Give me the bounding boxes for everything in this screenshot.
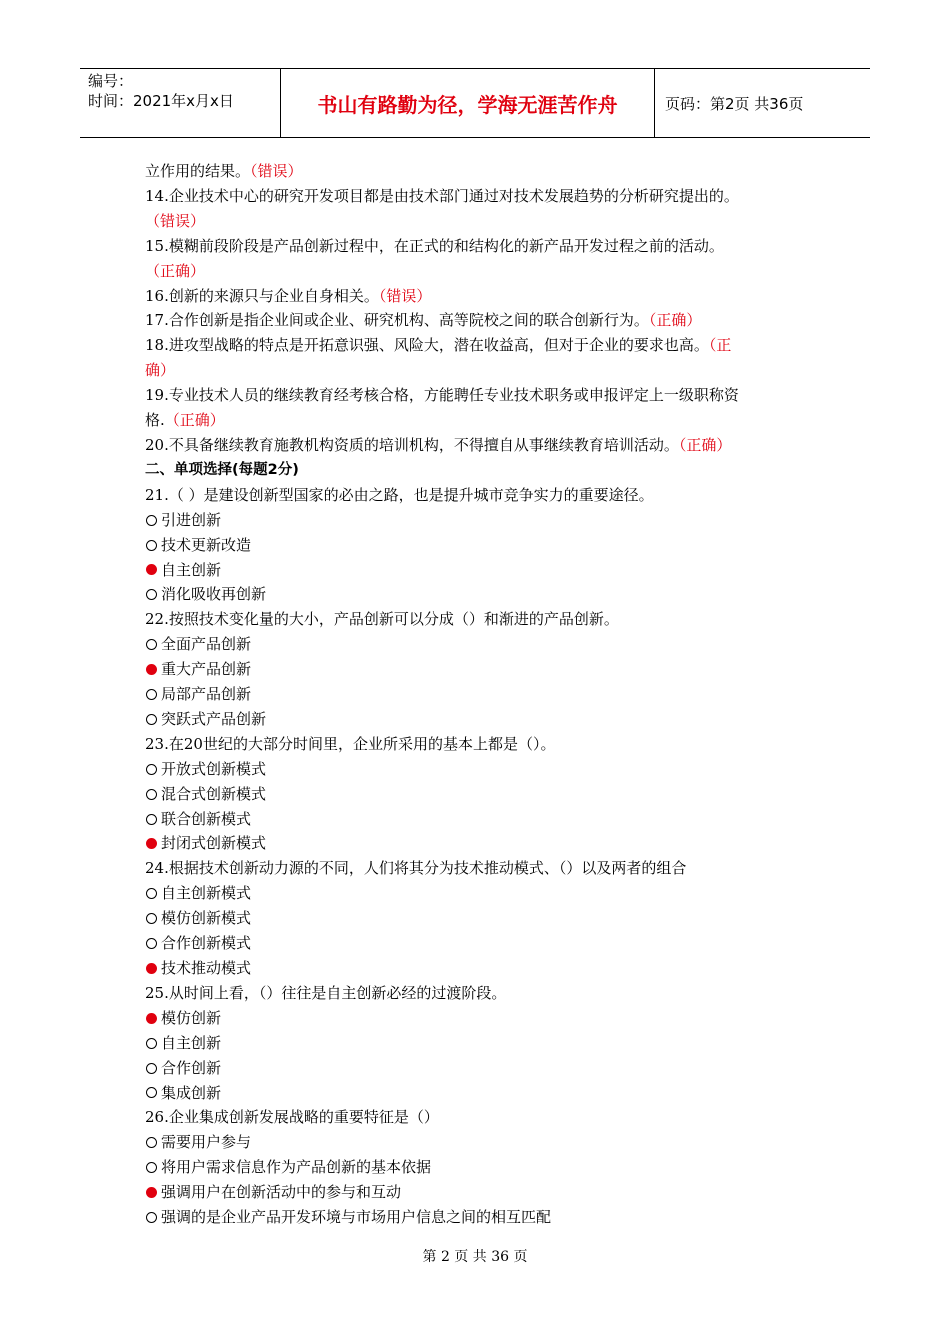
header-motto: 书山有路勤为径，学海无涯苦作舟 [280, 69, 655, 137]
answer-option[interactable] [145, 782, 813, 807]
statement-text: 15.模糊前段阶段是产品创新过程中，在正式的和结构化的新产品开发过程之前的活动。 [145, 236, 724, 255]
statement-line [145, 433, 813, 458]
option-label: 重大产品创新 [161, 660, 252, 679]
selected-radio-icon[interactable] [146, 1013, 157, 1024]
statement-text: 16.创新的来源只与企业自身相关。 [145, 286, 379, 305]
answer-option[interactable] [145, 1056, 813, 1081]
answer-mark: （错误） [250, 162, 303, 180]
statement-text: 19.专业技术人员的继续教育经考核合格，方能聘任专业技术职务或申报评定上一级职称资 [145, 386, 739, 405]
answer-mark: （正 [708, 336, 732, 355]
answer-option[interactable] [145, 831, 813, 856]
option-label: 自主创新 [161, 1033, 222, 1052]
answer-option[interactable] [145, 632, 813, 657]
option-label: 联合创新模式 [161, 809, 252, 828]
page-header [80, 68, 870, 138]
statement-text: 20.不具备继续教育施教机构资质的培训机构，不得擅自从事继续教育培训活动。 [145, 435, 679, 454]
statement-line [145, 333, 813, 358]
answer-option[interactable] [145, 682, 813, 707]
option-label: 全面产品创新 [161, 635, 252, 654]
answer-option[interactable] [145, 1006, 813, 1031]
statement-line [145, 308, 813, 333]
radio-icon[interactable] [146, 714, 157, 725]
answer-mark: （正确） [164, 411, 225, 430]
radio-icon[interactable] [146, 1137, 157, 1148]
answer-option[interactable] [145, 1031, 813, 1056]
option-label: 将用户需求信息作为产品创新的基本依据 [161, 1158, 432, 1177]
option-label: 需要用户参与 [161, 1133, 252, 1152]
radio-icon[interactable] [146, 540, 157, 551]
statement-line [145, 284, 813, 309]
radio-icon[interactable] [146, 1087, 157, 1098]
answer-option[interactable] [145, 757, 813, 782]
radio-icon[interactable] [146, 689, 157, 700]
answer-option[interactable] [145, 956, 813, 981]
statement-line [145, 358, 813, 383]
option-label: 封闭式创新模式 [161, 834, 267, 853]
option-label: 技术推动模式 [161, 959, 252, 977]
statement-text: 18.进攻型战略的特点是开拓意识强、风险大，潜在收益高，但对于企业的要求也高。 [145, 336, 709, 355]
doc-number-label: 编号： [88, 72, 134, 90]
statement-line [145, 383, 813, 408]
answer-mark: （正确） [648, 311, 702, 330]
radio-icon[interactable] [146, 589, 157, 600]
answer-option[interactable] [145, 657, 813, 682]
answer-option[interactable] [145, 558, 813, 583]
option-label: 消化吸收再创新 [161, 585, 267, 604]
header-meta [80, 69, 280, 137]
question-text: 23.在20世纪的大部分时间里，企业所采用的基本上都是（）。 [145, 734, 556, 753]
answer-option[interactable] [145, 1081, 813, 1106]
statement-text: 14.企业技术中心的研究开发项目都是由技术部门通过对技术发展趋势的分析研究提出的。 [145, 186, 739, 205]
question-text: 22.按照技术变化量的大小，产品创新可以分成（）和渐进的产品创新。 [145, 610, 619, 629]
radio-icon[interactable] [146, 814, 157, 825]
statement-text: 立作用的结果。 [145, 162, 251, 180]
answer-option[interactable] [145, 533, 813, 558]
answer-option[interactable] [145, 707, 813, 732]
answer-option[interactable] [145, 1130, 813, 1155]
answer-option[interactable] [145, 582, 813, 607]
question-text: 21.（ ）是建设创新型国家的必由之路，也是提升城市竞争实力的重要途径。 [145, 485, 654, 504]
option-label: 自主创新模式 [161, 884, 252, 903]
radio-icon[interactable] [146, 1063, 157, 1074]
option-label: 合作创新模式 [161, 934, 252, 953]
statement-text: 格. [145, 411, 165, 430]
option-label: 技术更新改造 [161, 535, 252, 554]
answer-option[interactable] [145, 881, 813, 906]
option-label: 突跃式产品创新 [161, 709, 267, 728]
option-label: 合作创新 [161, 1058, 222, 1077]
option-label: 开放式创新模式 [161, 759, 267, 778]
answer-option[interactable] [145, 1180, 813, 1205]
selected-radio-icon[interactable] [146, 963, 157, 974]
option-label: 模仿创新 [161, 1008, 222, 1027]
option-label: 强调的是企业产品开发环境与市场用户信息之间的相互匹配 [161, 1208, 552, 1227]
option-label: 集成创新 [161, 1083, 222, 1102]
statement-line [145, 209, 813, 234]
answer-option[interactable] [145, 1155, 813, 1180]
question-text: 25.从时间上看，（）往往是自主创新必经的过渡阶段。 [145, 983, 507, 1002]
radio-icon[interactable] [146, 764, 157, 775]
radio-icon[interactable] [146, 888, 157, 899]
answer-mark: （正确） [145, 261, 206, 280]
radio-icon[interactable] [146, 515, 157, 526]
option-label: 强调用户在创新活动中的参与和互动 [161, 1183, 402, 1202]
answer-option[interactable] [145, 508, 813, 533]
statement-line [145, 184, 813, 209]
statement-text: 17.合作创新是指企业间或企业、研究机构、高等院校之间的联合创新行为。 [145, 311, 649, 330]
header-page-info: 页码：第2页 共36页 [665, 94, 804, 113]
selected-radio-icon[interactable] [146, 564, 157, 575]
radio-icon[interactable] [146, 913, 157, 924]
option-label: 混合式创新模式 [161, 784, 267, 803]
answer-option[interactable] [145, 807, 813, 832]
statement-line [145, 159, 813, 184]
page-footer: 第 2 页 共 36 页 [422, 1249, 528, 1265]
option-label: 模仿创新模式 [161, 909, 252, 928]
statement-line [145, 408, 813, 433]
radio-icon[interactable] [146, 1212, 157, 1223]
answer-mark: （错误） [145, 211, 206, 230]
radio-icon[interactable] [146, 938, 157, 949]
doc-time-label: 时间：2021年x月x日 [88, 92, 234, 110]
answer-option[interactable] [145, 906, 813, 931]
radio-icon[interactable] [146, 789, 157, 800]
answer-option[interactable] [145, 931, 813, 956]
section-title: 二、单项选择(每题2分) [145, 461, 299, 478]
option-label: 自主创新 [161, 560, 222, 579]
statement-line [145, 259, 813, 284]
answer-option[interactable] [145, 1205, 813, 1230]
question-text: 26.企业集成创新发展战略的重要特征是（） [145, 1108, 439, 1127]
statement-line [145, 234, 813, 259]
radio-icon[interactable] [146, 1162, 157, 1173]
option-label: 引进创新 [161, 510, 222, 529]
question-text: 24.根据技术创新动力源的不同，人们将其分为技术推动模式、（）以及两者的组合 [145, 859, 687, 878]
document-body [145, 159, 813, 1230]
answer-mark: 确） [145, 361, 176, 380]
answer-mark: （正确） [678, 435, 732, 454]
answer-mark: （错误） [378, 286, 432, 305]
selected-radio-icon[interactable] [146, 838, 157, 849]
selected-radio-icon[interactable] [146, 1187, 157, 1198]
selected-radio-icon[interactable] [146, 664, 157, 675]
option-label: 局部产品创新 [161, 685, 252, 704]
radio-icon[interactable] [146, 639, 157, 650]
radio-icon[interactable] [146, 1038, 157, 1049]
